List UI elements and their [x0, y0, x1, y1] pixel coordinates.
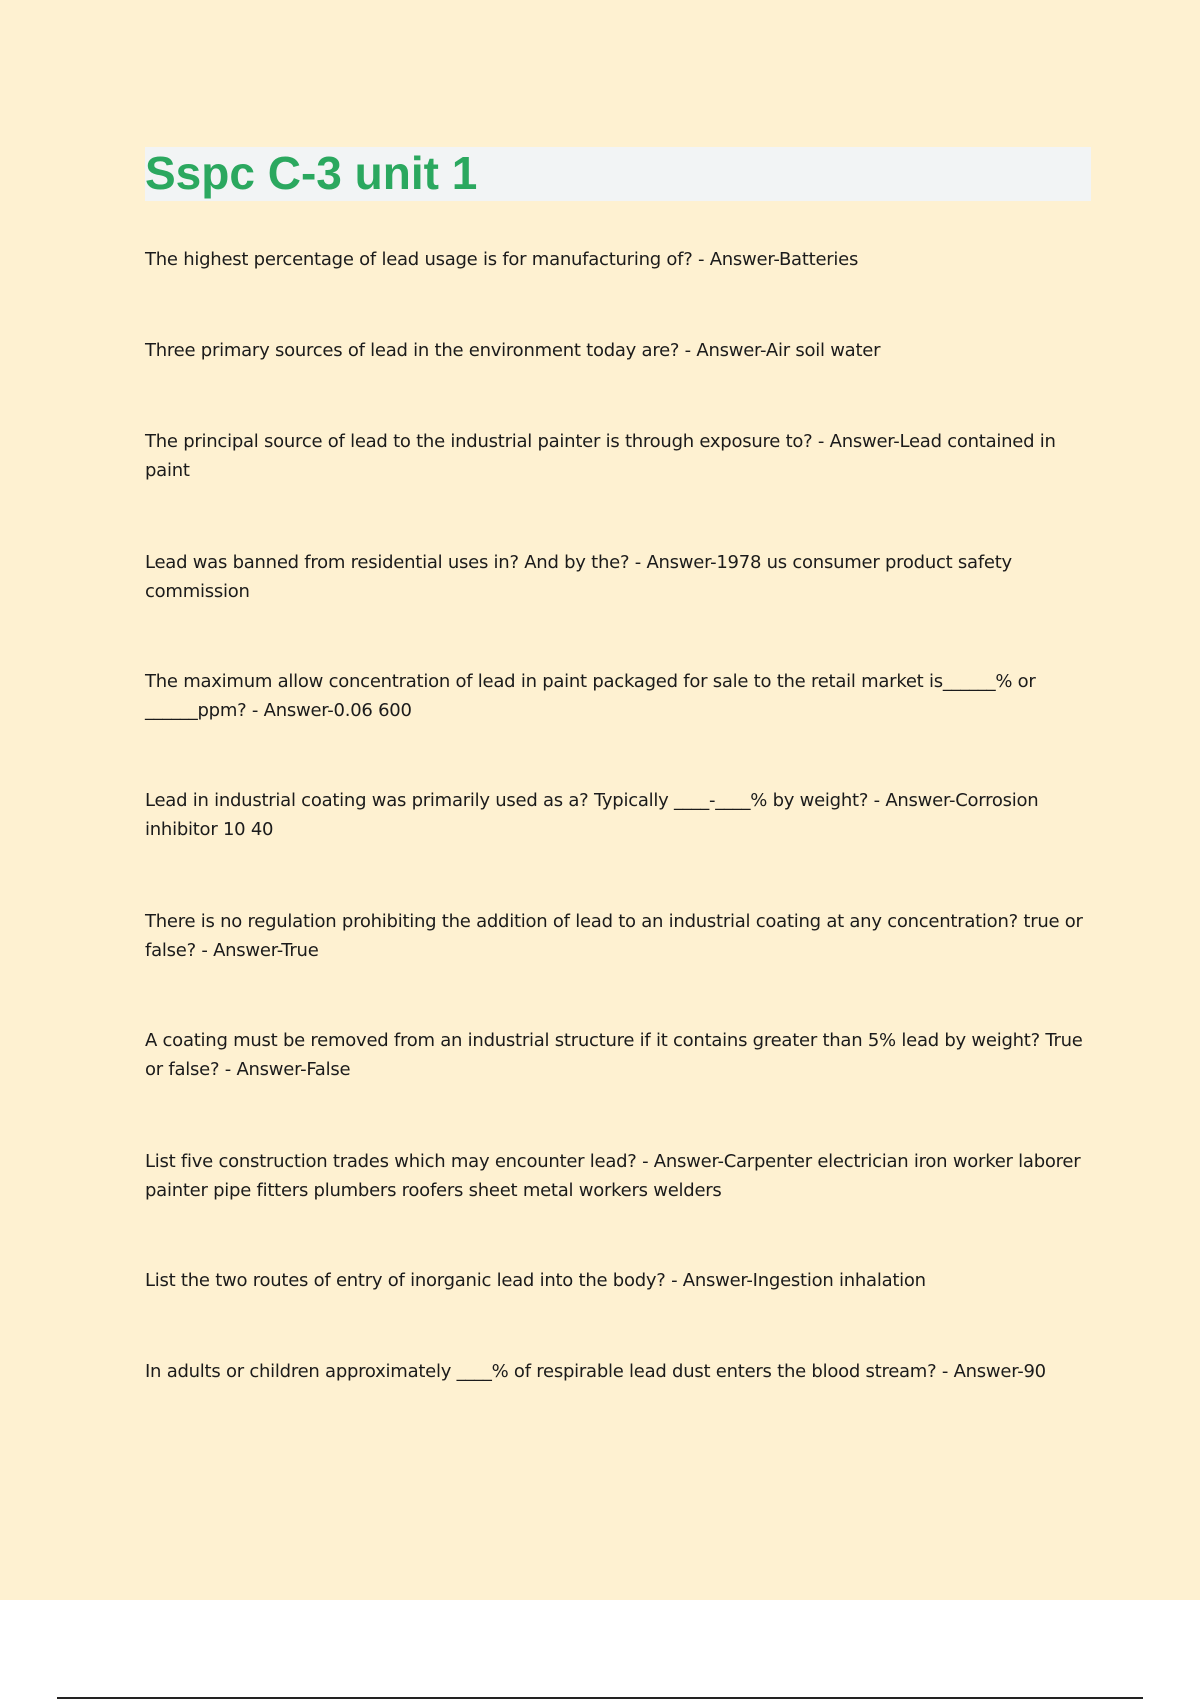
- page-bottom-divider: [57, 1697, 1143, 1699]
- qa-item-9: List five construction trades which may encounter lead? - Answer-Carpenter electrician iron worker laborer painter pipe fitters plumbers roofers sheet metal workers welders: [145, 1151, 1081, 1201]
- qa-item-7: There is no regulation prohibiting the addition of lead to an industrial coating at any concentration? true or false? - Answer-True: [145, 911, 1083, 961]
- qa-item-2: Three primary sources of lead in the environment today are? - Answer-Air soil water: [145, 340, 881, 361]
- qa-item-10: List the two routes of entry of inorganic lead into the body? - Answer-Ingestion inhalation: [145, 1270, 926, 1291]
- qa-item-4: Lead was banned from residential uses in? And by the? - Answer-1978 us consumer product safety commission: [145, 552, 1012, 602]
- qa-item-11: In adults or children approximately ____% of respirable lead dust enters the blood stream? - Answer-90: [145, 1361, 1046, 1382]
- qa-item-5: The maximum allow concentration of lead in paint packaged for sale to the retail market is______% or ______ppm? - Answer-0.06 600: [145, 671, 1036, 721]
- document-title: Sspc C-3 unit 1: [145, 147, 478, 199]
- qa-item-3: The principal source of lead to the industrial painter is through exposure to? - Answer-Lead contained in paint: [145, 431, 1056, 481]
- qa-item-6: Lead in industrial coating was primarily used as a? Typically ____-____% by weight? - Answer-Corrosion inhibitor 10 40: [145, 790, 1039, 840]
- qa-item-1: The highest percentage of lead usage is for manufacturing of? - Answer-Batteries: [145, 249, 859, 270]
- qa-item-8: A coating must be removed from an industrial structure if it contains greater than 5% lead by weight? True or false? - Answer-False: [145, 1030, 1083, 1080]
